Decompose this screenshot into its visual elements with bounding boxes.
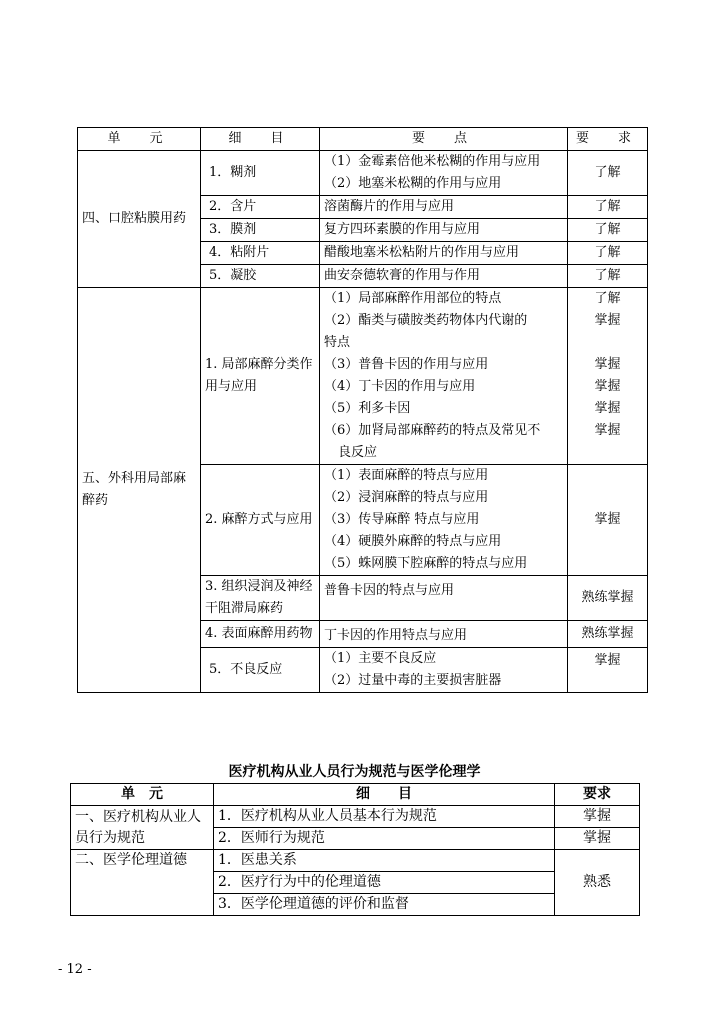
requirement-line: 掌握	[594, 423, 621, 438]
requirement-cell: 了解	[568, 242, 648, 265]
header-requirement: 要 求	[568, 128, 648, 151]
point-line: （1）主要不良反应	[324, 651, 437, 666]
point-line: （2）地塞米松糊的作用与应用	[324, 176, 502, 191]
item-cell: 1. 局部麻醉分类作用与应用	[201, 288, 320, 465]
table-row	[78, 288, 648, 465]
item-cell: 5．不良反应	[201, 648, 320, 693]
requirement-cell: 了解	[568, 151, 648, 196]
header-unit: 单 元	[71, 784, 214, 806]
requirement-line: 掌握	[594, 401, 621, 416]
points-cell: 醋酸地塞米松粘附片的作用与应用	[320, 242, 568, 265]
point-line: 良反应	[338, 445, 378, 460]
point-line: （6）加肾局部麻醉药的特点及常见不	[324, 423, 541, 438]
point-line: （5）蛛网膜下腔麻醉的特点与应用	[324, 556, 528, 571]
requirement-cell: 掌握	[568, 648, 648, 693]
syllabus-table-pharmacology	[77, 127, 648, 693]
requirement-cell	[568, 288, 648, 465]
syllabus-table-ethics	[70, 783, 640, 916]
points-cell	[320, 288, 568, 465]
point-line: （4）丁卡因的作用与应用	[324, 379, 476, 394]
item-cell: 4. 表面麻醉用药物	[201, 621, 320, 648]
points-cell: 普鲁卡因的特点与应用	[320, 576, 568, 621]
requirement-cell: 熟练掌握	[568, 576, 648, 621]
point-line: 特点	[324, 335, 351, 350]
item-cell: 2．医疗行为中的伦理道德	[214, 872, 555, 894]
item-cell: 4．粘附片	[201, 242, 320, 265]
point-line: （5）利多卡因	[324, 401, 411, 416]
point-line: （2）过量中毒的主要损害脏器	[324, 673, 502, 688]
table-header-row	[78, 128, 648, 151]
point-line: （3）传导麻醉 特点与应用	[324, 512, 480, 527]
unit-cell: 五、外科用局部麻醉药	[78, 288, 201, 693]
point-line: （3）普鲁卡因的作用与应用	[324, 357, 489, 372]
table-row	[78, 151, 648, 196]
header-unit: 单 元	[78, 128, 201, 151]
points-cell	[320, 465, 568, 576]
requirement-line: 了解	[594, 291, 621, 306]
requirement-line: 掌握	[594, 357, 621, 372]
points-cell: 曲安奈德软膏的作用与作用	[320, 265, 568, 288]
point-line: （2）酯类与磺胺类药物体内代谢的	[324, 313, 528, 328]
table-header-row	[71, 784, 640, 806]
requirement-cell: 掌握	[555, 806, 640, 828]
point-line: （1）表面麻醉的特点与应用	[324, 468, 489, 483]
header-requirement: 要求	[555, 784, 640, 806]
unit-cell: 一、医疗机构从业人员行为规范	[71, 806, 214, 850]
header-item: 细 目	[214, 784, 555, 806]
item-cell: 3. 组织浸润及神经干阻滞局麻药	[201, 576, 320, 621]
points-cell	[320, 648, 568, 693]
page-number: - 12 -	[58, 962, 92, 977]
point-line: （2）浸润麻醉的特点与应用	[324, 490, 489, 505]
point-line: （1）金霉素倍他米松糊的作用与应用	[324, 154, 541, 169]
item-cell: 1．医患关系	[214, 850, 555, 872]
requirement-cell: 熟练掌握	[568, 621, 648, 648]
item-cell: 2. 麻醉方式与应用	[201, 465, 320, 576]
table-row	[71, 806, 640, 828]
point-line: （1）局部麻醉作用部位的特点	[324, 291, 502, 306]
item-cell: 3．医学伦理道德的评价和监督	[214, 894, 555, 916]
requirement-line: 掌握	[594, 313, 621, 328]
header-item: 细 目	[201, 128, 320, 151]
item-cell: 2．含片	[201, 196, 320, 219]
item-cell: 2．医师行为规范	[214, 828, 555, 850]
requirement-line	[572, 332, 643, 354]
points-cell	[320, 151, 568, 196]
item-cell: 1．医疗机构从业人员基本行为规范	[214, 806, 555, 828]
requirement-cell: 了解	[568, 219, 648, 242]
point-line: （4）硬膜外麻醉的特点与应用	[324, 534, 502, 549]
requirement-cell: 掌握	[568, 465, 648, 576]
unit-cell: 四、口腔粘膜用药	[78, 151, 201, 288]
requirement-cell: 熟悉	[555, 850, 640, 916]
requirement-cell: 了解	[568, 265, 648, 288]
requirement-cell: 掌握	[555, 828, 640, 850]
header-points: 要 点	[320, 128, 568, 151]
requirement-line	[572, 442, 643, 464]
points-cell: 丁卡因的作用特点与应用	[320, 621, 568, 648]
section-title: 医疗机构从业人员行为规范与医学伦理学	[228, 764, 481, 780]
item-cell: 3．膜剂	[201, 219, 320, 242]
points-cell: 溶菌酶片的作用与应用	[320, 196, 568, 219]
item-cell: 5．凝胶	[201, 265, 320, 288]
requirement-cell: 了解	[568, 196, 648, 219]
requirement-line: 掌握	[594, 379, 621, 394]
unit-cell: 二、医学伦理道德	[71, 850, 214, 916]
points-cell: 复方四环素膜的作用与应用	[320, 219, 568, 242]
table-row	[71, 850, 640, 872]
item-cell: 1．糊剂	[201, 151, 320, 196]
